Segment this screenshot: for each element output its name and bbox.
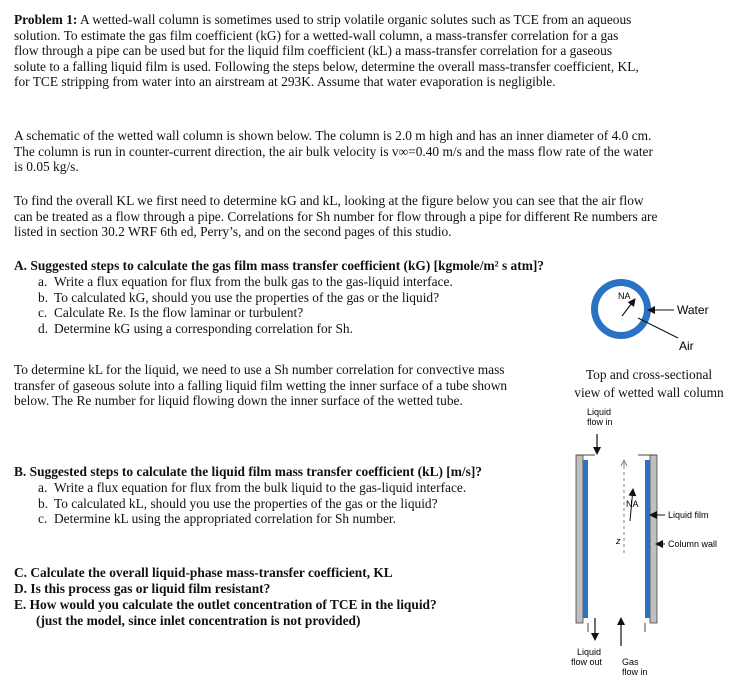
section-e-subtext: (just the model, since inlet concentration is not provided) [36,613,361,628]
step-marker: b. [38,289,49,305]
step-a-a [34,274,554,290]
na-side-label: NA [626,499,639,509]
step-marker: a. [38,480,48,495]
problem-label: Problem 1: [14,12,78,27]
liquid-film-left [583,460,588,618]
step-b-b [34,496,554,512]
step-text: Determine kG using a corresponding correlation for Sh. [54,320,353,336]
correlation-paragraph: To find the overall KL we first need to determine kG and kL, looking at the figure below you can see that the air flow can be treated as a flow through a pipe. Correlations for Sh number for flow through a pipe for different Re numbers are listed in section 30.2 WRF 6th ed, Perry’s, and on the second pages of this studio. [14,193,658,240]
step-b-a [34,480,554,496]
section-d-heading: D. Is this process gas or liquid film resistant? [14,581,271,596]
side-view-figure [560,406,738,696]
section-a-heading: A. Suggested steps to calculate the gas film mass transfer coefficient (kG) [kgmole/m² s atm]? [14,258,545,273]
liquid-out-label-2: flow out [571,657,603,667]
air-label: Air [679,339,694,353]
section-a-steps [34,274,554,336]
liquid-film-label: Liquid film [668,510,709,520]
gas-in-label-2: flow in [622,667,648,677]
top-view-caption [560,366,738,402]
step-text: Calculate Re. Is the flow laminar or turbulent? [54,305,304,321]
step-a-d [34,321,554,337]
section-b-steps [34,480,554,527]
intro-paragraph [14,12,646,90]
step-marker: a. [38,274,48,289]
step-text: Write a flux equation for flux from the bulk gas to the gas-liquid interface. [54,274,453,289]
z-label: z [616,536,621,546]
step-marker: c. [38,511,48,527]
liquid-in-label-1: Liquid [587,407,612,417]
step-b-c [34,511,554,527]
step-marker: c. [38,305,48,321]
caption-line-2: view of wetted wall column [574,385,724,400]
section-e-heading: E. How would you calculate the outlet concentration of TCE in the liquid? [14,597,437,612]
liquid-film-right [645,460,650,618]
na-label: NA [618,291,631,301]
liquid-in-label-2: flow in [587,417,613,427]
column-wall-left [576,455,583,623]
step-a-b [34,290,554,306]
section-c-heading: C. Calculate the overall liquid-phase mass-transfer coefficient, KL [14,565,393,580]
section-b-heading: B. Suggested steps to calculate the liquid film mass transfer coefficient (kL) [m/s]? [14,464,483,479]
liquid-film-paragraph: To determine kL for the liquid, we need to use a Sh number correlation for convective mass transfer of gaseous solute into a falling liquid film wetting the inner surface of a tube shown below. The Re number for liquid flowing down the inner surface of the wetted tube. [14,362,508,409]
column-wall-right [650,455,657,623]
intro-text: A wetted-wall column is sometimes used to strip volatile organic solutes such as TCE from an aqueous solution. To estimate the gas film coefficient (kG) for a wetted-wall column, a mass-transfer correlation for a gas flow through a pipe can be used but for the liquid film coefficient (kL) a mass-transfer correlation for a gaseous solute to a falling liquid film is used. Following the steps below, determine the overall mass-transfer coefficient, KL, for TCE stripping from water into an airstream at 293K. Assume that water evaporation is negligible. [14,12,639,90]
step-text: Write a flux equation for flux from the bulk liquid to the gas-liquid interface. [54,480,467,495]
step-text: Determine kL using the appropriated correlation for Sh number. [54,511,396,527]
liquid-out-label-1: Liquid [577,647,602,657]
step-text: To calculated kL, should you use the properties of the gas or the liquid? [54,495,438,511]
column-wall-label: Column wall [668,539,718,549]
step-marker: d. [38,320,49,336]
gas-in-label-1: Gas [622,657,639,667]
water-label: Water [677,303,709,317]
schematic-paragraph: A schematic of the wetted wall column is shown below. The column is 2.0 m high and has an inner diameter of 4.0 cm. The column is run in counter-current direction, the air bulk velocity is v∞=0.40 m/s and the mass flow rate of the water is 0.05 kg/s. [14,128,653,175]
step-marker: b. [38,495,49,511]
step-a-c [34,305,554,321]
step-text: To calculated kG, should you use the properties of the gas or the liquid? [54,289,440,305]
caption-line-1: Top and cross-sectional [585,367,713,382]
